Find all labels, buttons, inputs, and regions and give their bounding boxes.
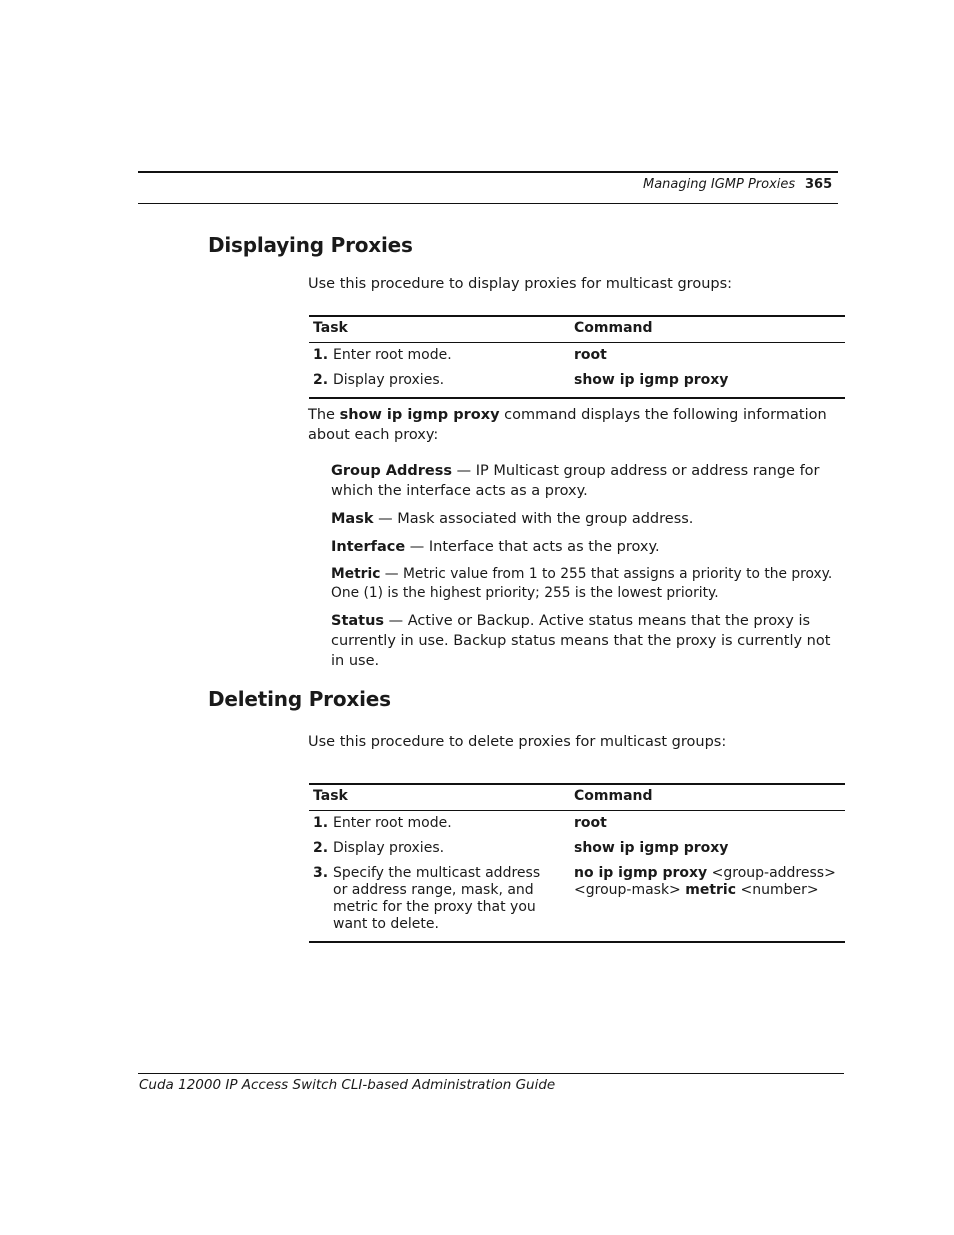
table-row: [309, 836, 845, 861]
field-definitions-list: [331, 461, 841, 679]
table-row: [309, 368, 845, 398]
command-cell: [570, 811, 845, 837]
task-cell: [309, 368, 570, 398]
table-header-row: [309, 316, 845, 343]
column-header-command: Command: [570, 316, 845, 343]
command-text: root: [574, 815, 607, 831]
command-cell: [570, 368, 845, 398]
command-argument: <number>: [736, 882, 819, 898]
definition-item: [331, 537, 841, 557]
section1-description: [308, 405, 838, 445]
command-text: root: [574, 347, 607, 363]
step-number: 2.: [313, 372, 329, 388]
definition-item: [331, 461, 841, 501]
definition-text: — Interface that acts as the proxy.: [405, 539, 660, 555]
step-text: Enter root mode.: [333, 347, 452, 363]
command-cell: [570, 343, 845, 369]
definition-text: — Metric value from 1 to 255 that assigns a priority to the proxy. One (1) is the highest priority; 255 is the lowest priority.: [331, 566, 833, 601]
step-number: 3.: [313, 865, 329, 881]
page-number: 365: [805, 177, 833, 192]
definition-item: [331, 509, 841, 529]
step-text: Display proxies.: [333, 372, 445, 388]
definition-text: — IP Multicast group address or address range for which the interface acts as a proxy.: [331, 463, 820, 499]
footer-title: Cuda 12000 IP Access Switch CLI-based Administration Guide: [139, 1077, 556, 1093]
command-cell: [570, 861, 845, 942]
definition-term: Interface: [331, 539, 406, 555]
definition-text: — Active or Backup. Active status means that the proxy is currently in use. Backup status means that the proxy is currently not in use.: [331, 613, 831, 669]
task-cell: [309, 836, 570, 861]
step-text: Specify the multicast address or address range, mask, and metric for the proxy that you want to delete.: [333, 865, 541, 932]
description-suffix: command displays the following information about each proxy:: [308, 407, 827, 443]
column-header-task: Task: [309, 316, 570, 343]
column-header-task: Task: [309, 784, 570, 811]
section-title-deleting-proxies: Deleting Proxies: [208, 687, 391, 711]
step-number: 1.: [313, 347, 329, 363]
task-cell: [309, 861, 570, 942]
step-number: 2.: [313, 840, 329, 856]
table-row: [309, 811, 845, 837]
step-number: 1.: [313, 815, 329, 831]
definition-term: Status: [331, 613, 385, 629]
step-text: Enter root mode.: [333, 815, 452, 831]
task-cell: [309, 811, 570, 837]
command-argument: <group-address> <group-mask>: [574, 865, 836, 898]
task-cell: [309, 343, 570, 369]
command-keyword: metric: [685, 882, 737, 898]
definition-item: [331, 565, 841, 603]
header-top-rule: [138, 171, 838, 173]
display-proxies-table: [309, 315, 845, 399]
definition-term: Group Address: [331, 463, 452, 479]
command-text: show ip igmp proxy: [574, 840, 729, 856]
command-text: show ip igmp proxy: [574, 372, 729, 388]
table-row: [309, 343, 845, 369]
command-cell: [570, 836, 845, 861]
description-prefix: The: [308, 407, 340, 423]
command-keyword: no ip igmp proxy: [574, 865, 708, 881]
definition-item: [331, 611, 841, 671]
delete-proxies-table: [309, 783, 845, 943]
section2-intro: Use this procedure to delete proxies for multicast groups:: [308, 734, 727, 750]
definition-term: Metric: [331, 566, 381, 582]
definition-term: Mask: [331, 511, 374, 527]
description-command: show ip igmp proxy: [339, 407, 500, 423]
step-text: Display proxies.: [333, 840, 445, 856]
section1-intro: Use this procedure to display proxies for multicast groups:: [308, 276, 733, 292]
running-header-section: Managing IGMP Proxies: [643, 177, 796, 192]
definition-text: — Mask associated with the group address.: [373, 511, 694, 527]
column-header-command: Command: [570, 784, 845, 811]
table-header-row: [309, 784, 845, 811]
section-title-displaying-proxies: Displaying Proxies: [208, 233, 413, 257]
footer-rule: [138, 1073, 844, 1074]
table-row: [309, 861, 845, 942]
header-bottom-rule: [138, 203, 838, 204]
